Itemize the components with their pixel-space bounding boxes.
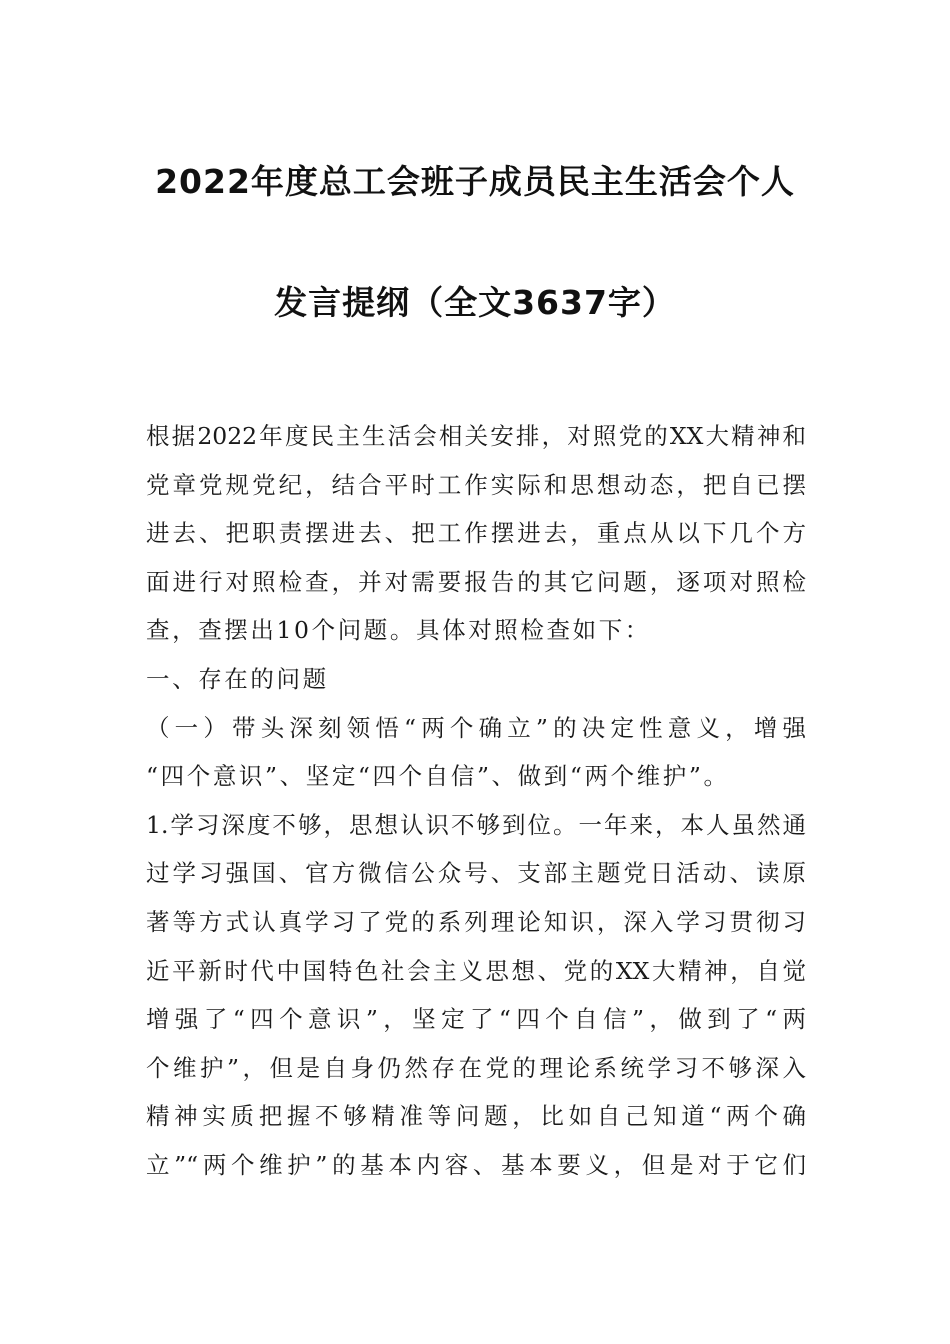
- body-line: 面进行对照检查，并对需要报告的其它问题，逐项对照检: [146, 567, 806, 596]
- body-line: 增强了“四个意识”，坚定了“四个自信”，做到了“两: [146, 1005, 806, 1034]
- body-line: 1.学习深度不够，思想认识不够到位。一年来，本人虽然通: [146, 810, 806, 839]
- subsection-heading: （一）带头深刻领悟“两个确立”的决定性意义，增强: [146, 713, 806, 742]
- document-title-line-1: 2022年度总工会班子成员民主生活会个人: [155, 162, 795, 201]
- body-line: 过学习强国、官方微信公众号、支部主题党日活动、读原: [146, 859, 806, 888]
- body-line: 进去、把职责摆进去、把工作摆进去，重点从以下几个方: [146, 519, 806, 548]
- body-line: 著等方式认真学习了党的系列理论知识，深入学习贯彻习: [146, 907, 806, 936]
- body-line: 根据2022年度民主生活会相关安排，对照党的XX大精神和: [146, 422, 806, 450]
- body-line: 个维护”，但是自身仍然存在党的理论系统学习不够深入: [146, 1053, 806, 1082]
- body-line: 精神实质把握不够精准等问题，比如自己知道“两个确: [146, 1102, 806, 1131]
- section-heading: 一、存在的问题: [146, 664, 329, 693]
- document-body: [146, 418, 806, 1196]
- subsection-heading-cont: “四个意识”、坚定“四个自信”、做到“两个维护”。: [146, 762, 730, 791]
- body-line: 党章党规党纪，结合平时工作实际和思想动态，把自已摆: [146, 470, 806, 499]
- body-line: 查，查摆出10个问题。具体对照检查如下：: [146, 616, 651, 645]
- body-line: 立”“两个维护”的基本内容、基本要义，但是对于它们: [146, 1150, 806, 1179]
- document-title-line-2: 发言提纲（全文3637字）: [274, 283, 676, 322]
- body-line: 近平新时代中国特色社会主义思想、党的XX大精神，自觉: [146, 956, 806, 985]
